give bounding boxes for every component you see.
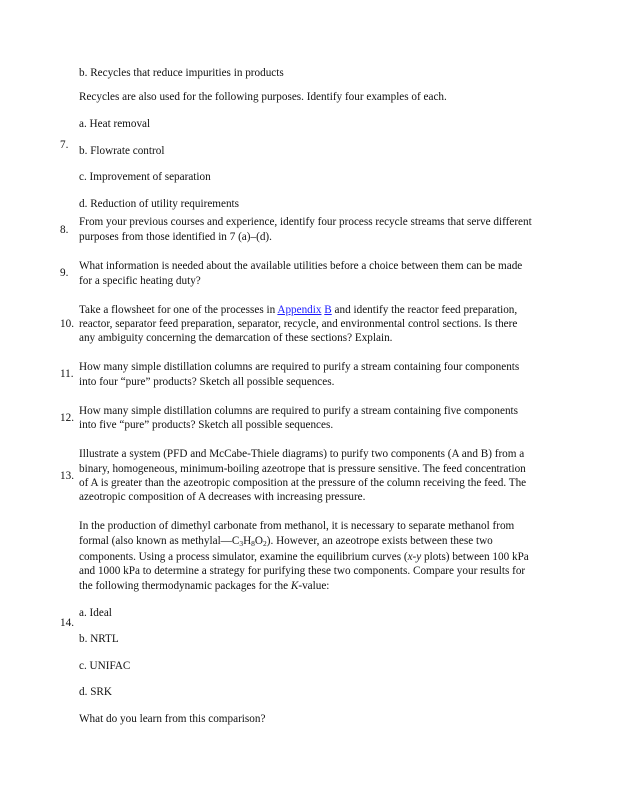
k-italic: K (290, 580, 299, 592)
q10-line1-pre: Take a flowsheet for one of the processes in (79, 304, 278, 316)
q14-line3-post: plots) between 100 kPa (421, 551, 529, 563)
q10-number: 10. (60, 318, 74, 330)
formula-sub-3: 3 (239, 539, 244, 548)
q14-line2 (79, 534, 493, 548)
q12-number: 12. (60, 412, 74, 424)
q10-line2: reactor, separator feed preparation, separator, recycle, and environmental control sections. Is there (79, 318, 518, 330)
q8-line1: From your previous courses and experience, identify four process recycle streams that serve different (79, 216, 532, 228)
q11-number: 11. (60, 368, 74, 380)
q14-item-d: d. SRK (79, 686, 112, 698)
xy-italic: x-y (407, 551, 422, 563)
q7-item-c: c. Improvement of separation (79, 171, 211, 183)
q14-line1: In the production of dimethyl carbonate from methanol, it is necessary to separate methanol from (79, 520, 515, 532)
q9-line2: for a specific heating duty? (79, 275, 201, 287)
q14-line2-post: ). However, an azeotrope exists between these two (266, 535, 493, 547)
q7-number: 7. (60, 139, 69, 151)
q13-line3: of A is greater than the azeotropic composition at the pressure of the column receiving the feed. The (79, 477, 527, 489)
q7-intro: Recycles are also used for the following purposes. Identify four examples of each. (79, 91, 447, 103)
q14-line3-pre: components. Using a process simulator, examine the equilibrium curves ( (79, 551, 408, 563)
q12-line2: into five “pure” products? Sketch all possible sequences. (79, 419, 334, 431)
q7-item-d: d. Reduction of utility requirements (79, 198, 240, 210)
q11-line2: into four “pure” products? Sketch all possible sequences. (79, 376, 335, 388)
q8-number: 8. (60, 224, 69, 236)
q13-line4: azeotropic composition of A decreases with increasing pressure. (79, 491, 366, 503)
q9-number: 9. (60, 267, 69, 279)
formula-o: O (254, 535, 264, 547)
appendix-link[interactable]: Appendix (277, 304, 322, 316)
q14-line3 (79, 550, 529, 564)
q10-line1 (79, 303, 517, 317)
q6-item-b: b. Recycles that reduce impurities in products (79, 67, 284, 79)
q7-item-b: b. Flowrate control (79, 145, 165, 157)
q8-line2: purposes from those identified in 7 (a)–(d). (79, 231, 272, 243)
q14-line5-post: -value: (298, 580, 330, 592)
q13-line2: binary, homogeneous, minimum-boiling azeotrope that is pressure sensitive. The feed concentration (79, 463, 526, 475)
q14-line2-pre: formal (also known as methylal—C (79, 535, 240, 547)
q14-closing: What do you learn from this comparison? (79, 713, 266, 725)
q14-item-c: c. UNIFAC (79, 660, 131, 672)
formula-sub-2: 2 (263, 539, 267, 548)
q10-line1-post: and identify the reactor feed preparation, (331, 304, 518, 316)
q9-line1: What information is needed about the available utilities before a choice between them can be made (79, 260, 523, 272)
appendix-b-link[interactable]: B (324, 304, 332, 316)
q14-line5-pre: the following thermodynamic packages for the (79, 580, 291, 592)
q14-line5 (79, 579, 329, 593)
q12-line1: How many simple distillation columns are required to purify a stream containing five components (79, 405, 519, 417)
q14-item-b: b. NRTL (79, 633, 119, 645)
formula-h: H (243, 535, 252, 547)
q10-line3: any ambiguity concerning the demarcation of these sections? Explain. (79, 332, 393, 344)
q13-number: 13. (60, 470, 74, 482)
q14-item-a: a. Ideal (79, 607, 112, 619)
q7-item-a: a. Heat removal (79, 118, 151, 130)
q11-line1: How many simple distillation columns are required to purify a stream containing four components (79, 361, 520, 373)
formula-sub-8: 8 (251, 539, 255, 548)
q13-line1: Illustrate a system (PFD and McCabe-Thiele diagrams) to purify two components (A and B) from a (79, 448, 525, 460)
q14-line4: and 1000 kPa to determine a strategy for purifying these two components. Compare your results for (79, 565, 526, 577)
q14-number: 14. (60, 617, 74, 629)
